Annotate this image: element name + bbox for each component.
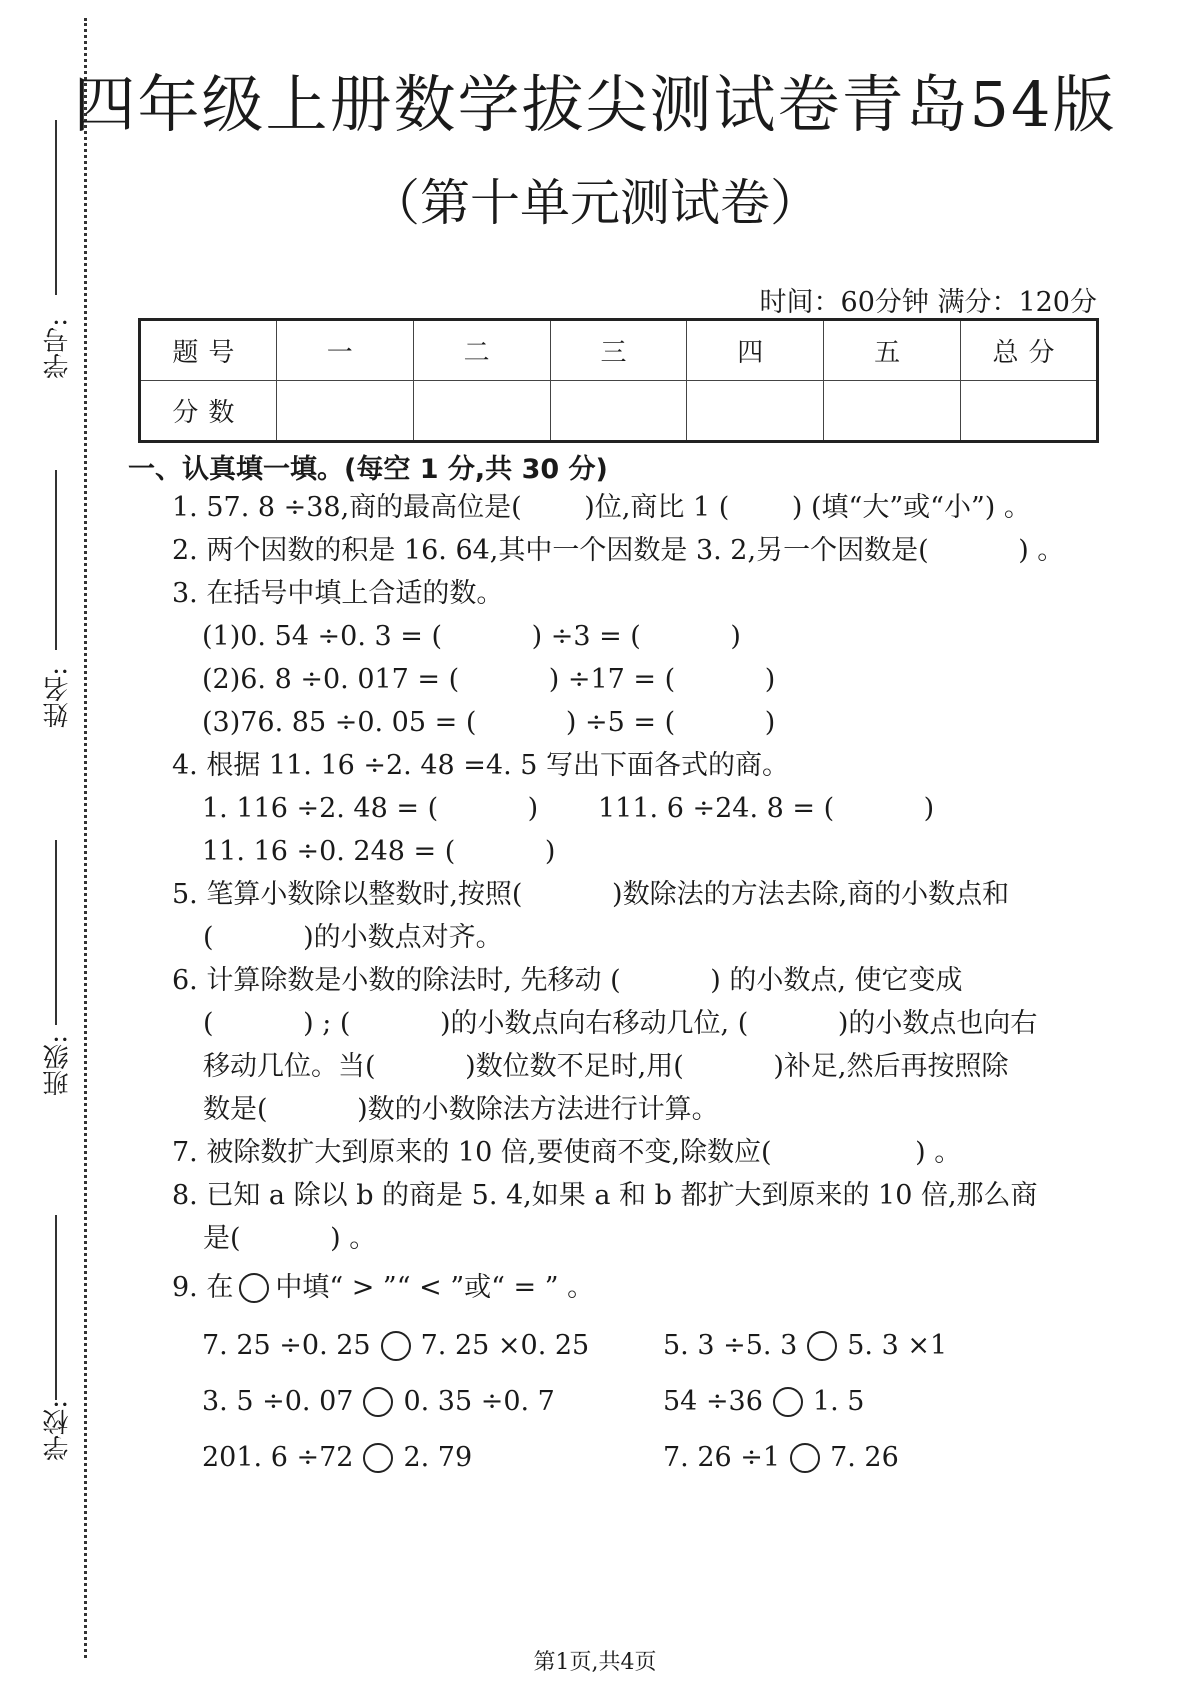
section-heading: 一、认真填一填。(每空 1 分,共 30 分): [128, 454, 608, 485]
circle-icon: [239, 1273, 269, 1303]
question-3-part-2: (2)6. 8 ÷0. 017 = ( ) ÷17 = ( ): [202, 664, 776, 695]
compare-left: 201. 6 ÷72: [202, 1442, 354, 1473]
page-subtitle: （第十单元测试卷）: [370, 174, 820, 232]
compare-left: 5. 3 ÷5. 3: [663, 1330, 798, 1361]
answer-circle[interactable]: [381, 1331, 411, 1361]
question-5-line-2: ( )的小数点对齐。: [203, 922, 503, 953]
score-entry-cell[interactable]: [961, 381, 1098, 442]
question-6-line-3: 移动几位。当( )数位数不足时,用( )补足,然后再按照除: [203, 1051, 1009, 1082]
question-4-b: 111. 6 ÷24. 8 = ( ): [598, 793, 935, 824]
compare-item: [663, 1438, 899, 1478]
question-2: 2. 两个因数的积是 16. 64,其中一个因数是 3. 2,另一个因数是( ) 。: [172, 535, 1065, 566]
score-table-score-row: [140, 381, 1098, 442]
compare-right: 5. 3 ×1: [847, 1330, 948, 1361]
score-table: [138, 318, 1099, 443]
score-cell: 三: [550, 320, 687, 381]
compare-right: 7. 25 ×0. 25: [420, 1330, 590, 1361]
question-9-suffix: 中填“ > ”“ < ”或“ = ” 。: [275, 1272, 595, 1303]
question-6-line-4: 数是( )数的小数除法方法进行计算。: [203, 1094, 719, 1125]
question-8-line-1: 8. 已知 a 除以 b 的商是 5. 4,如果 a 和 b 都扩大到原来的 10 倍,那么商: [172, 1180, 1038, 1211]
question-4-c: 11. 16 ÷0. 248 = ( ): [202, 836, 556, 867]
compare-left: 54 ÷36: [663, 1386, 763, 1417]
student-id-label: 学号:: [43, 318, 73, 379]
question-9-prefix: 9. 在: [172, 1272, 234, 1303]
compare-item: [202, 1382, 555, 1422]
class-rule: [55, 840, 57, 1025]
score-entry-cell[interactable]: [413, 381, 550, 442]
page-title: 四年级上册数学拔尖测试卷青岛54版: [73, 68, 1117, 141]
compare-item: [663, 1326, 947, 1366]
question-3: 3. 在括号中填上合适的数。: [172, 578, 504, 609]
binding-margin-dotted-line: [84, 18, 87, 1658]
school-rule: [55, 1215, 57, 1400]
answer-circle[interactable]: [790, 1443, 820, 1473]
compare-item: [663, 1382, 864, 1422]
compare-item: [202, 1438, 472, 1478]
answer-circle[interactable]: [773, 1387, 803, 1417]
question-8-line-2: 是( ) 。: [203, 1223, 377, 1254]
compare-item: [202, 1326, 589, 1366]
score-table-header-row: [140, 320, 1098, 381]
score-entry-cell[interactable]: [687, 381, 824, 442]
compare-right: 2. 79: [403, 1442, 473, 1473]
compare-right: 1. 5: [812, 1386, 865, 1417]
compare-left: 7. 25 ÷0. 25: [202, 1330, 371, 1361]
page-footer: 第1页,共4页: [533, 1650, 657, 1675]
compare-right: 7. 26: [830, 1442, 899, 1473]
score-cell: 总分: [961, 320, 1098, 381]
score-cell: 题号: [140, 320, 277, 381]
score-cell: 一: [276, 320, 413, 381]
compare-left: 7. 26 ÷1: [663, 1442, 781, 1473]
question-3-part-1: (1)0. 54 ÷0. 3 = ( ) ÷3 = ( ): [202, 621, 741, 652]
score-entry-cell[interactable]: [550, 381, 687, 442]
score-cell: 五: [824, 320, 961, 381]
score-cell: 四: [687, 320, 824, 381]
class-label: 班级:: [43, 1035, 73, 1096]
answer-circle[interactable]: [363, 1387, 393, 1417]
name-label: 姓名:: [43, 667, 73, 728]
question-4: 4. 根据 11. 16 ÷2. 48 =4. 5 写出下面各式的商。: [172, 750, 790, 781]
answer-circle[interactable]: [807, 1331, 837, 1361]
question-9: [172, 1268, 594, 1308]
compare-right: 0. 35 ÷0. 7: [403, 1386, 555, 1417]
score-entry-cell[interactable]: [824, 381, 961, 442]
score-entry-cell[interactable]: [276, 381, 413, 442]
exam-time-and-score: 时间：60分钟 满分：120分: [759, 287, 1097, 318]
question-6-line-2: ( ) ; ( )的小数点向右移动几位, ( )的小数点也向右: [203, 1008, 1038, 1039]
score-cell: 二: [413, 320, 550, 381]
question-3-part-3: (3)76. 85 ÷0. 05 = ( ) ÷5 = ( ): [202, 707, 776, 738]
question-4-a: 1. 116 ÷2. 48 = ( ): [202, 793, 539, 824]
score-cell: 分数: [140, 381, 277, 442]
question-6-line-1: 6. 计算除数是小数的除法时, 先移动 ( ) 的小数点, 使它变成: [172, 965, 963, 996]
school-label: 学校:: [43, 1400, 73, 1461]
name-rule: [55, 470, 57, 650]
answer-circle[interactable]: [363, 1443, 393, 1473]
question-5-line-1: 5. 笔算小数除以整数时,按照( )数除法的方法去除,商的小数点和: [172, 879, 1010, 910]
question-1: 1. 57. 8 ÷38,商的最高位是( )位,商比 1 ( ) (填“大”或“小”) 。: [172, 492, 1031, 523]
question-7: 7. 被除数扩大到原来的 10 倍,要使商不变,除数应( ) 。: [172, 1137, 962, 1168]
compare-left: 3. 5 ÷0. 07: [202, 1386, 354, 1417]
